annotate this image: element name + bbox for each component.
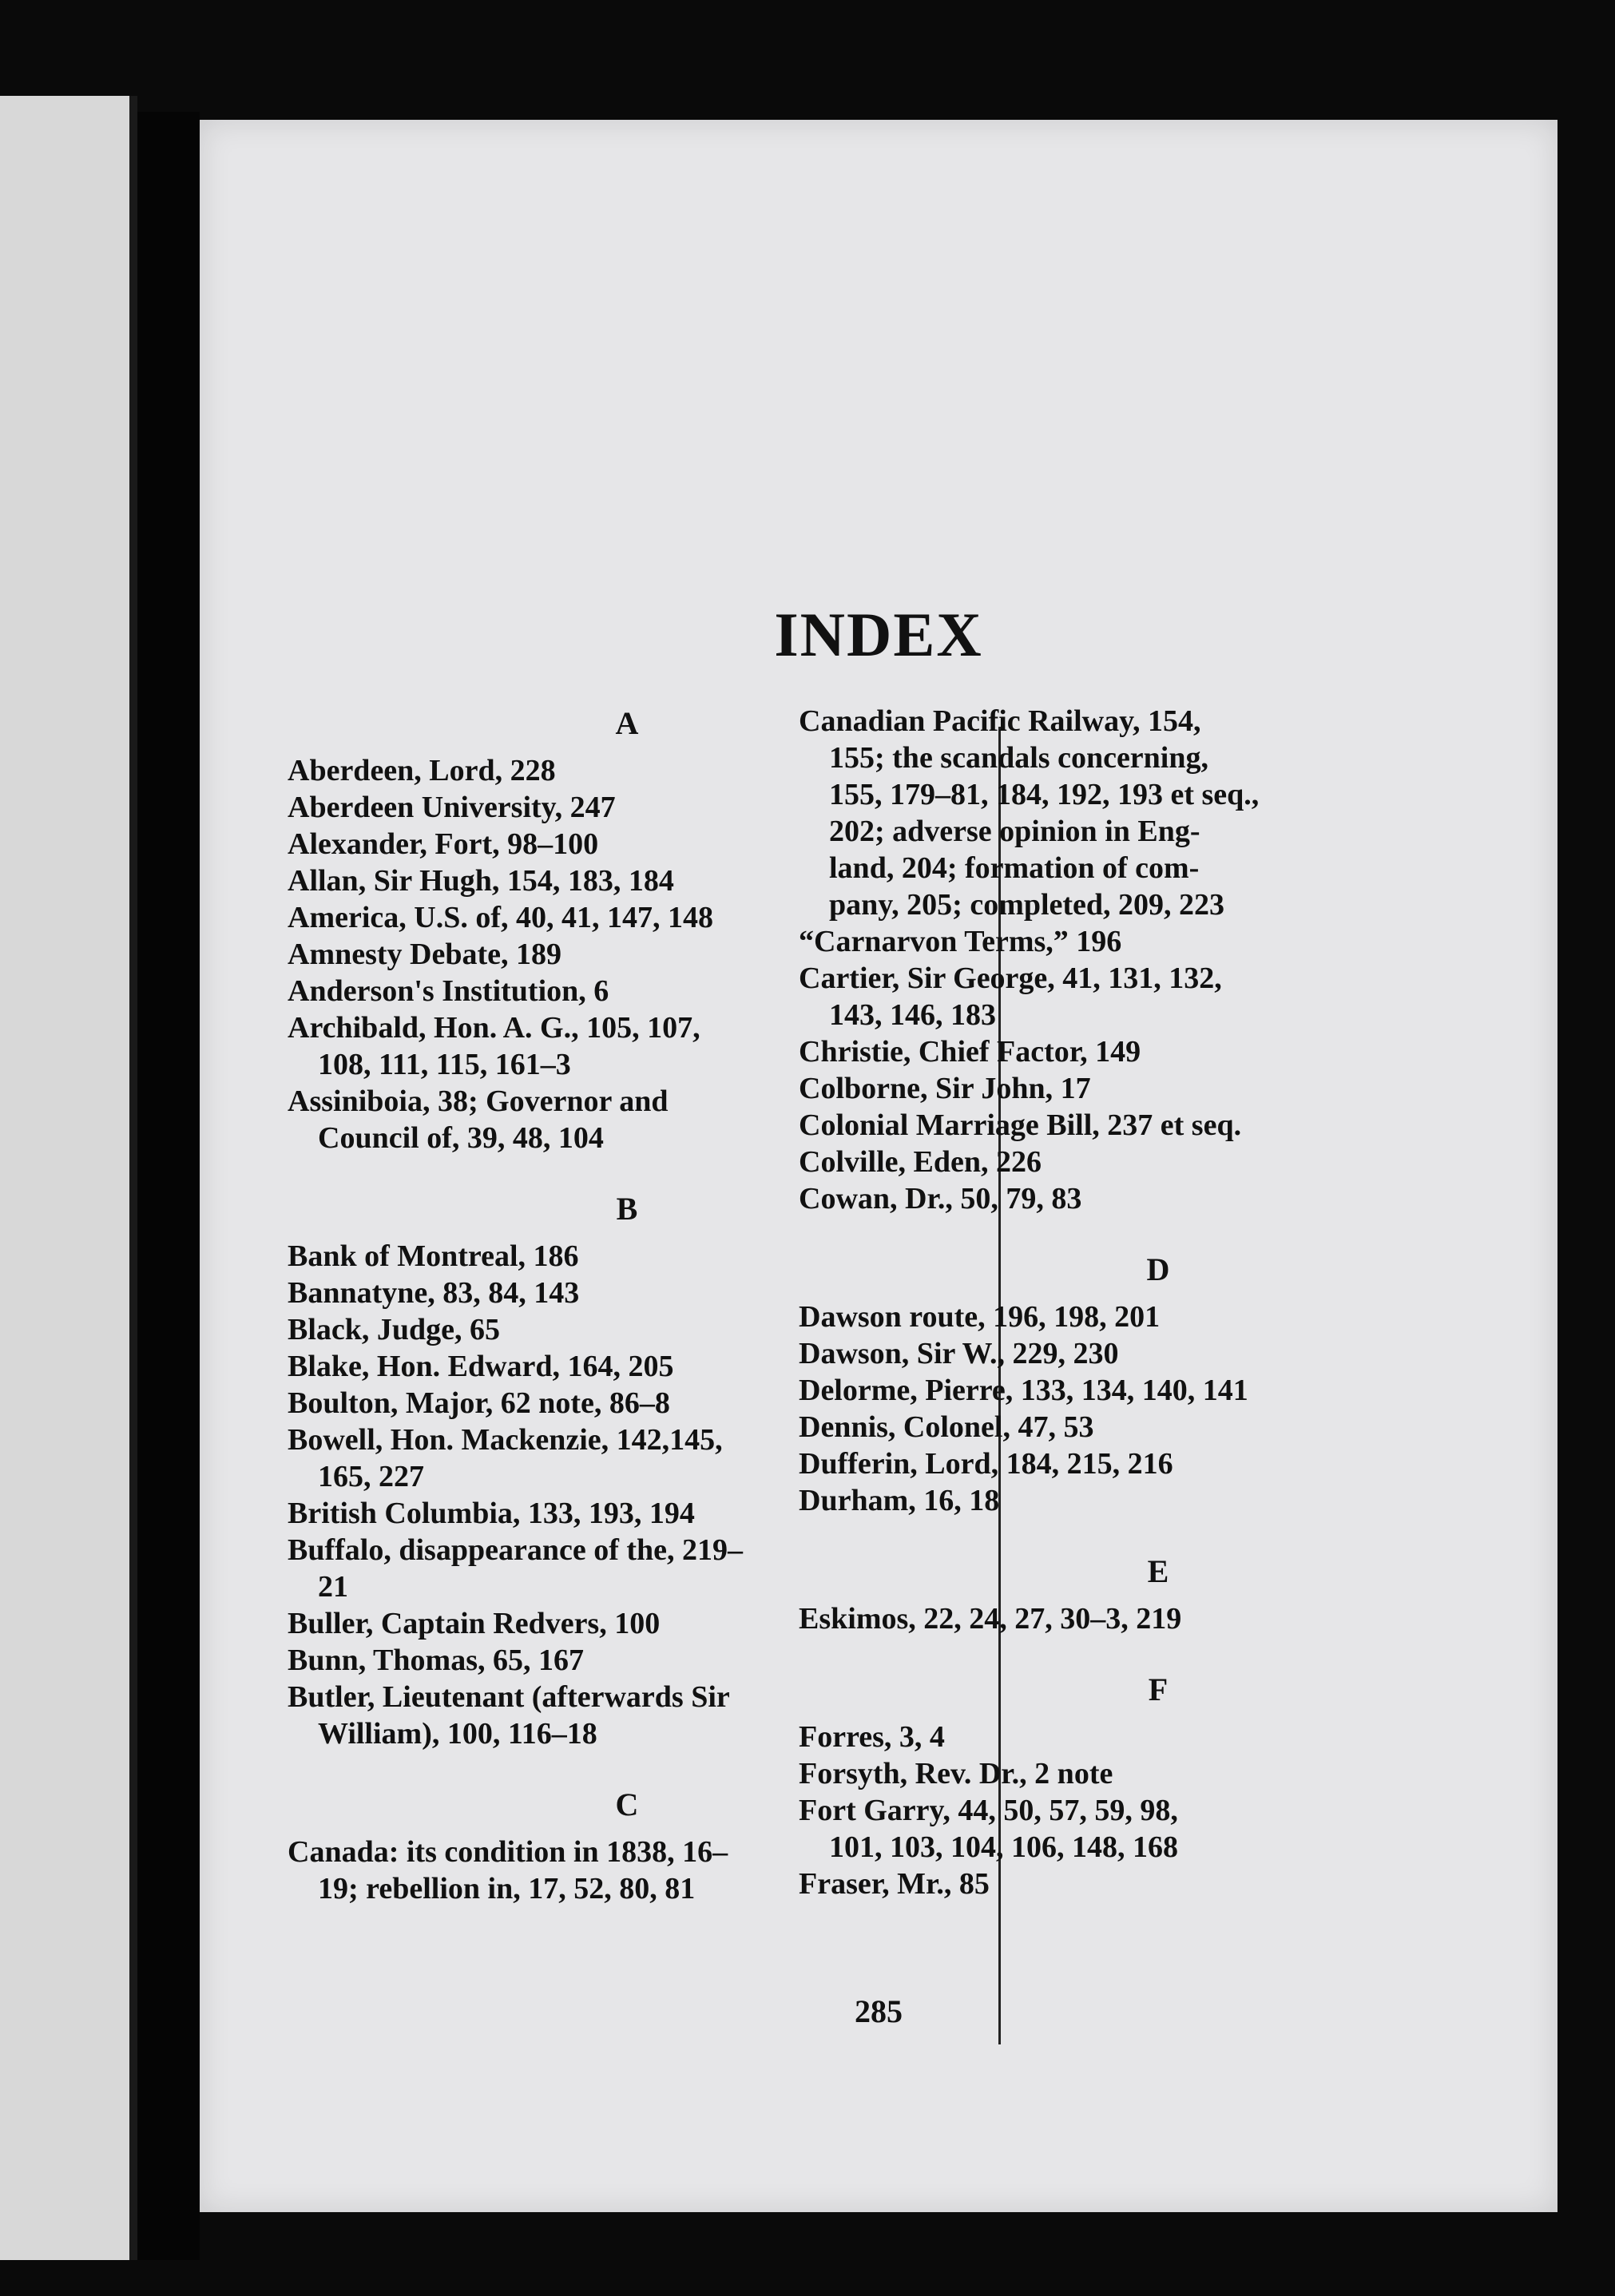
index-entry: Boulton, Major, 62 note, 86–8 — [288, 1386, 670, 1420]
index-column-right — [799, 703, 1518, 1902]
index-entry: Amnesty Debate, 189 — [288, 938, 562, 971]
index-entry: Colonial Marriage Bill, 237 et seq. — [799, 1108, 1242, 1142]
index-entry: Cowan, Dr., 50, 79, 83 — [799, 1182, 1082, 1215]
index-entry: Fraser, Mr., 85 — [799, 1867, 990, 1901]
index-entry-continuation: 19; rebellion in, 17, 52, 80, 81 — [318, 1872, 696, 1905]
index-entry: British Columbia, 133, 193, 194 — [288, 1497, 695, 1530]
index-entry: Colville, Eden, 226 — [799, 1145, 1042, 1179]
index-entry: Bunn, Thomas, 65, 167 — [288, 1644, 584, 1677]
section-letter: C — [615, 1786, 639, 1822]
section-letter: D — [1146, 1251, 1170, 1287]
index-entry-continuation: 108, 111, 115, 161–3 — [318, 1048, 571, 1081]
index-entry: Blake, Hon. Edward, 164, 205 — [288, 1350, 674, 1383]
index-entry-continuation: 143, 146, 183 — [829, 998, 996, 1032]
index-entry: Bowell, Hon. Mackenzie, 142,145, — [288, 1423, 723, 1457]
index-entry: Fort Garry, 44, 50, 57, 59, 98, — [799, 1794, 1178, 1827]
section-gap — [799, 1519, 1518, 1551]
index-entry: “Carnarvon Terms,” 196 — [799, 925, 1122, 958]
index-entry: Assiniboia, 38; Governor and — [288, 1085, 669, 1118]
index-entry-continuation: William), 100, 116–18 — [318, 1717, 597, 1751]
index-entry: Dennis, Colonel, 47, 53 — [799, 1410, 1094, 1444]
section-letter: F — [1148, 1671, 1169, 1707]
index-entry-continuation: Council of, 39, 48, 104 — [318, 1121, 604, 1155]
index-entry: America, U.S. of, 40, 41, 147, 148 — [288, 901, 713, 934]
facing-page — [0, 96, 137, 2260]
index-entry: Eskimos, 22, 24, 27, 30–3, 219 — [799, 1602, 1182, 1636]
index-entry: Cartier, Sir George, 41, 131, 132, — [799, 962, 1222, 995]
index-entry: Bannatyne, 83, 84, 143 — [288, 1276, 580, 1310]
index-entry: Durham, 16, 18 — [799, 1484, 1000, 1517]
index-entry: Aberdeen University, 247 — [288, 791, 616, 824]
index-entry: Delorme, Pierre, 133, 134, 140, 141 — [799, 1374, 1248, 1407]
index-entry: Allan, Sir Hugh, 154, 183, 184 — [288, 864, 674, 898]
index-entry: Bank of Montreal, 186 — [288, 1239, 579, 1273]
index-entry: Canadian Pacific Railway, 154, — [799, 704, 1201, 738]
index-entry: Buffalo, disappearance of the, 219– — [288, 1533, 743, 1567]
index-page — [200, 120, 1557, 2212]
index-entry-continuation: land, 204; formation of com- — [829, 851, 1200, 885]
index-entry-continuation: 155, 179–81, 184, 192, 193 et seq., — [829, 778, 1260, 811]
index-entry: Buller, Captain Redvers, 100 — [288, 1607, 661, 1640]
index-entry-continuation: pany, 205; completed, 209, 223 — [829, 888, 1225, 922]
index-entry-continuation: 101, 103, 104, 106, 148, 168 — [829, 1830, 1178, 1864]
page-number: 285 — [855, 1993, 903, 2029]
page-title: INDEX — [774, 600, 983, 669]
index-entry: Dawson, Sir W., 229, 230 — [799, 1337, 1119, 1370]
section-letter: E — [1147, 1553, 1169, 1589]
index-entry-continuation: 155; the scandals concerning, — [829, 741, 1208, 775]
index-entry: Black, Judge, 65 — [288, 1313, 501, 1346]
index-entry: Archibald, Hon. A. G., 105, 107, — [288, 1011, 700, 1045]
index-entry-continuation: 202; adverse opinion in Eng- — [829, 815, 1200, 848]
index-entry: Canada: its condition in 1838, 16– — [288, 1835, 728, 1869]
section-letter: A — [615, 705, 639, 741]
section-gap — [799, 1637, 1518, 1669]
index-entry: Forres, 3, 4 — [799, 1720, 945, 1754]
index-entry: Alexander, Fort, 98–100 — [288, 827, 599, 861]
index-entry: Christie, Chief Factor, 149 — [799, 1035, 1141, 1069]
section-letter: B — [616, 1191, 638, 1227]
index-entry: Dufferin, Lord, 184, 215, 216 — [799, 1447, 1173, 1481]
index-entry: Anderson's Institution, 6 — [288, 974, 609, 1008]
index-entry: Dawson route, 196, 198, 201 — [799, 1300, 1161, 1334]
index-entry: Butler, Lieutenant (afterwards Sir — [288, 1680, 730, 1714]
index-entry-continuation: 165, 227 — [318, 1460, 424, 1493]
book-spine — [137, 112, 200, 2260]
index-entry: Forsyth, Rev. Dr., 2 note — [799, 1757, 1113, 1790]
index-entry: Colborne, Sir John, 17 — [799, 1072, 1091, 1105]
index-entry: Aberdeen, Lord, 228 — [288, 754, 556, 787]
section-gap — [799, 1217, 1518, 1249]
index-entry-continuation: 21 — [318, 1570, 348, 1604]
